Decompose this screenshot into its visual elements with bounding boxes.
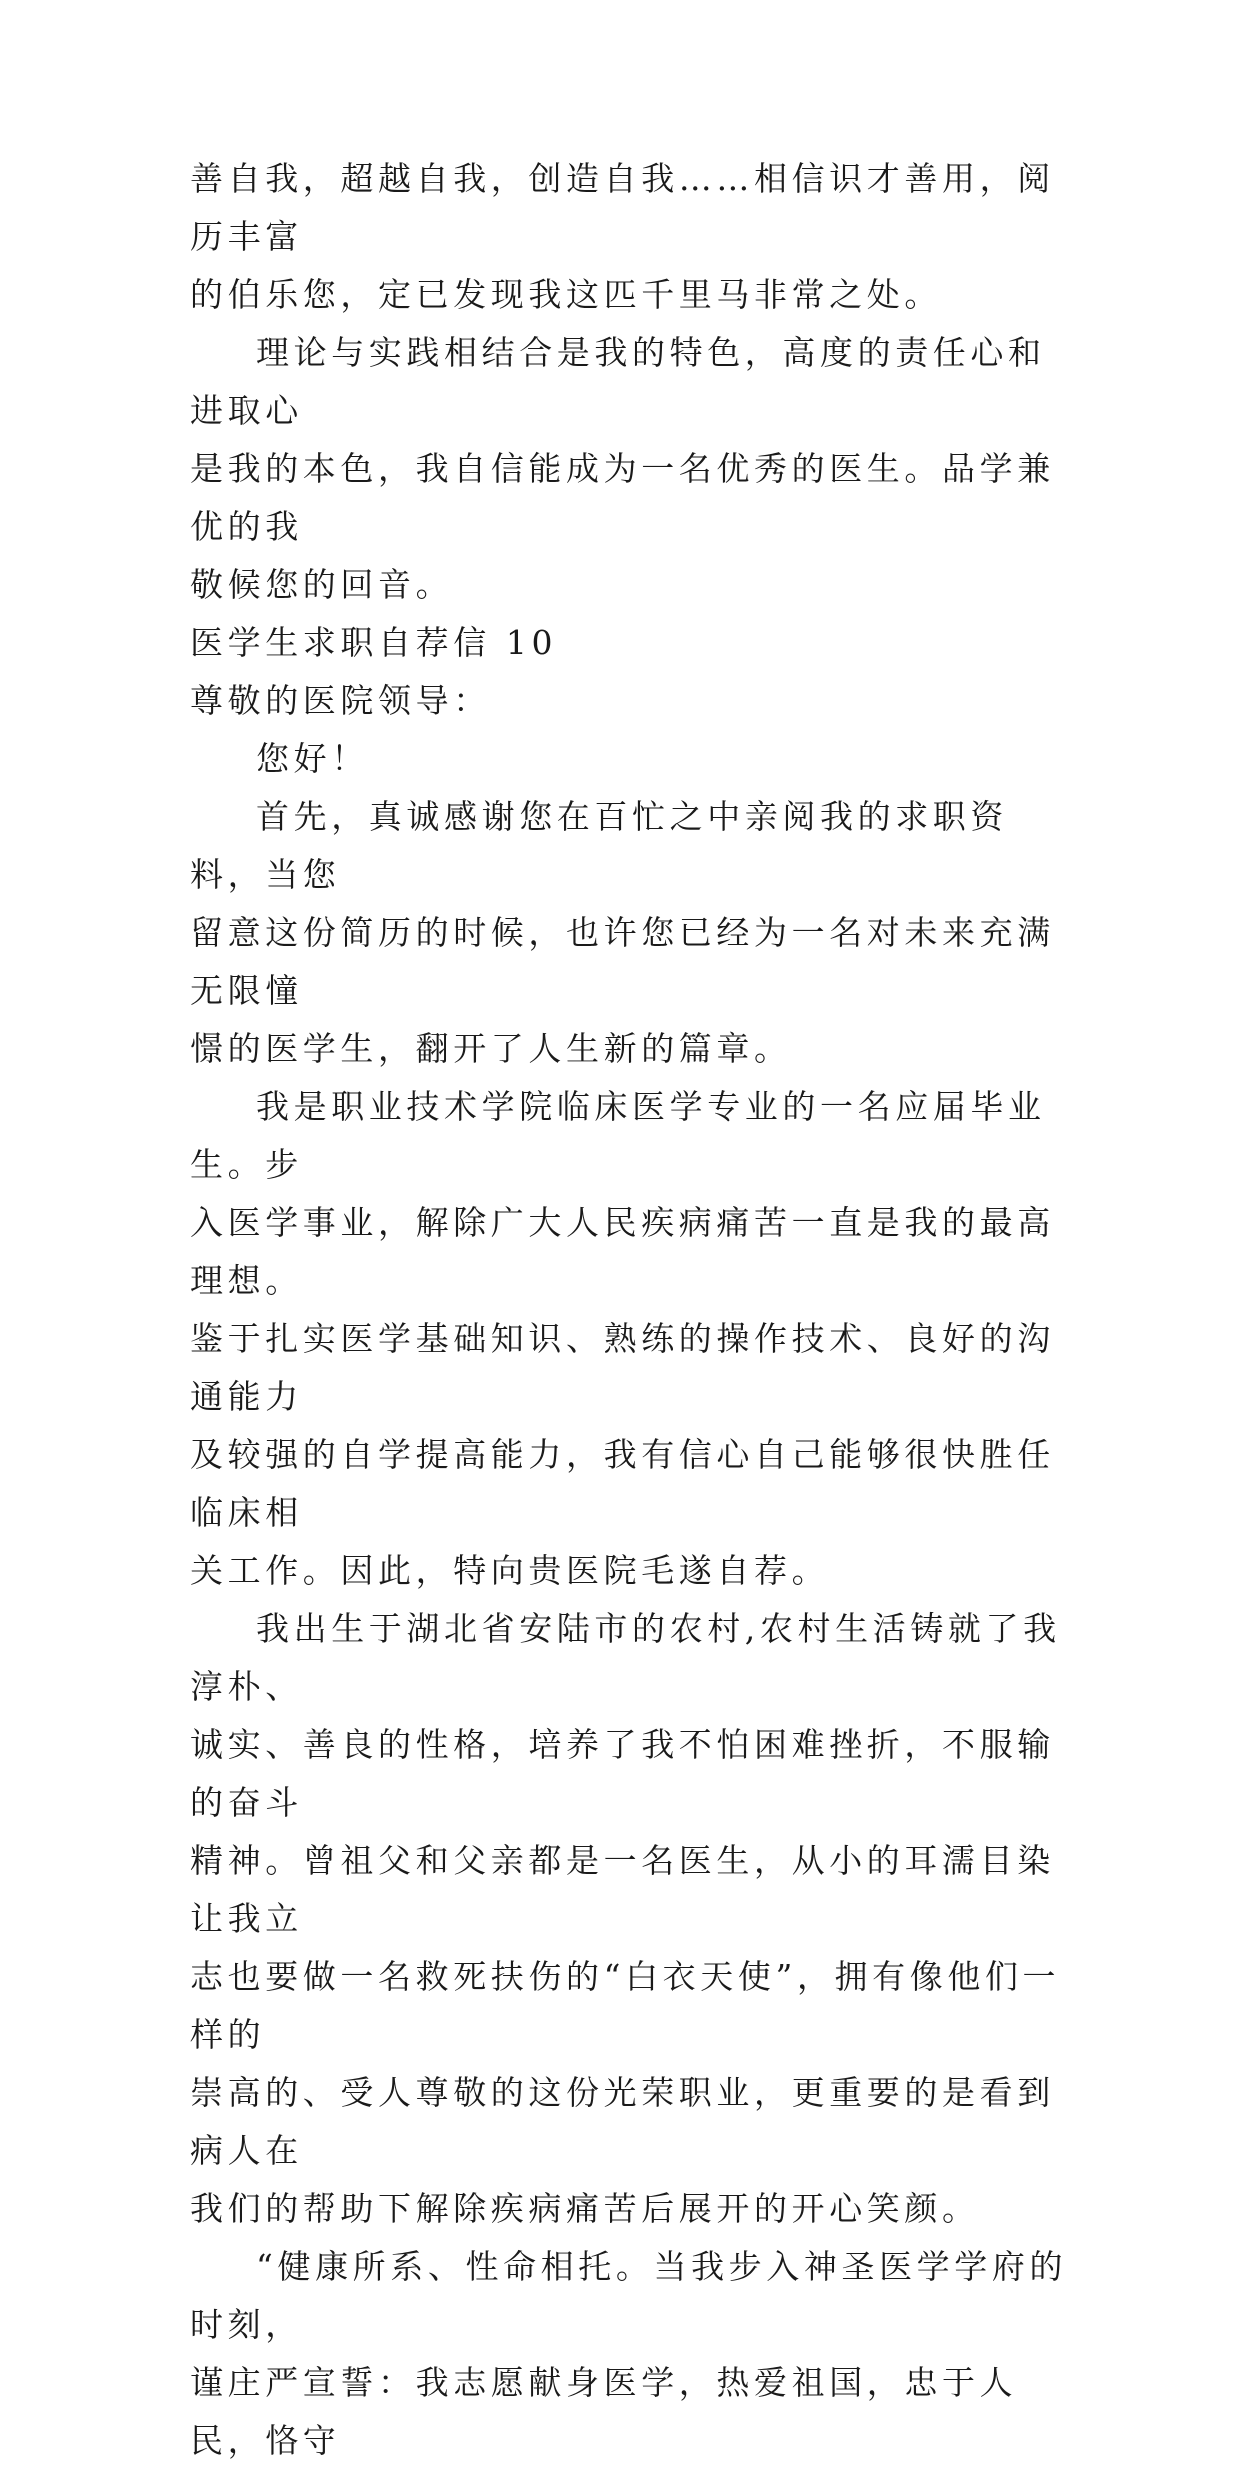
paragraph-background: 我出生于湖北省安陆市的农村,农村生活铸就了我淳朴、 诚实、善良的性格，培养了我不怕困难挫折，不服输的奋斗 精神。曾祖父和父亲都是一名医生，从小的耳濡目染让我立 志也要做一名救死扶伤的“白衣天使”，拥有像他们一样的 崇高的、受人尊敬的这份光荣职业，更重要的是看到病人在 我们的帮助下解除疾病痛苦后展开的开心笑颜。	[190, 1609, 1061, 2228]
paragraph-self-improvement: 善自我，超越自我，创造自我……相信识才善用，阅历丰富 的伯乐您，定已发现我这匹千里马非常之处。	[190, 159, 1055, 314]
salutation: 尊敬的医院领导：	[190, 681, 491, 720]
greeting: 您好！	[256, 739, 369, 778]
section-heading: 医学生求职自荐信 10	[190, 623, 558, 662]
document-body	[190, 150, 1070, 2470]
paragraph-thanks: 首先，真诚感谢您在百忙之中亲阅我的求职资料，当您 留意这份简历的时候，也许您已经为一名对未来充满无限憧 憬的医学生，翻开了人生新的篇章。	[190, 797, 1055, 1068]
paragraph-oath: “健康所系、性命相托。当我步入神圣医学学府的时刻， 谨庄严宣誓：我志愿献身医学，热爱祖国，忠于人民，恪守	[190, 2247, 1068, 2460]
paragraph-theory-practice: 理论与实践相结合是我的特色，高度的责任心和进取心 是我的本色，我自信能成为一名优秀的医生。品学兼优的我 敬候您的回音。	[190, 333, 1055, 604]
paragraph-introduction: 我是职业技术学院临床医学专业的一名应届毕业生。步 入医学事业，解除广大人民疾病痛苦一直是我的最高理想。 鉴于扎实医学基础知识、熟练的操作技术、良好的沟通能力 及较强的自学提高能力，我有信心自己能够很快胜任临床相 关工作。因此，特向贵医院毛遂自荐。	[190, 1087, 1055, 1590]
